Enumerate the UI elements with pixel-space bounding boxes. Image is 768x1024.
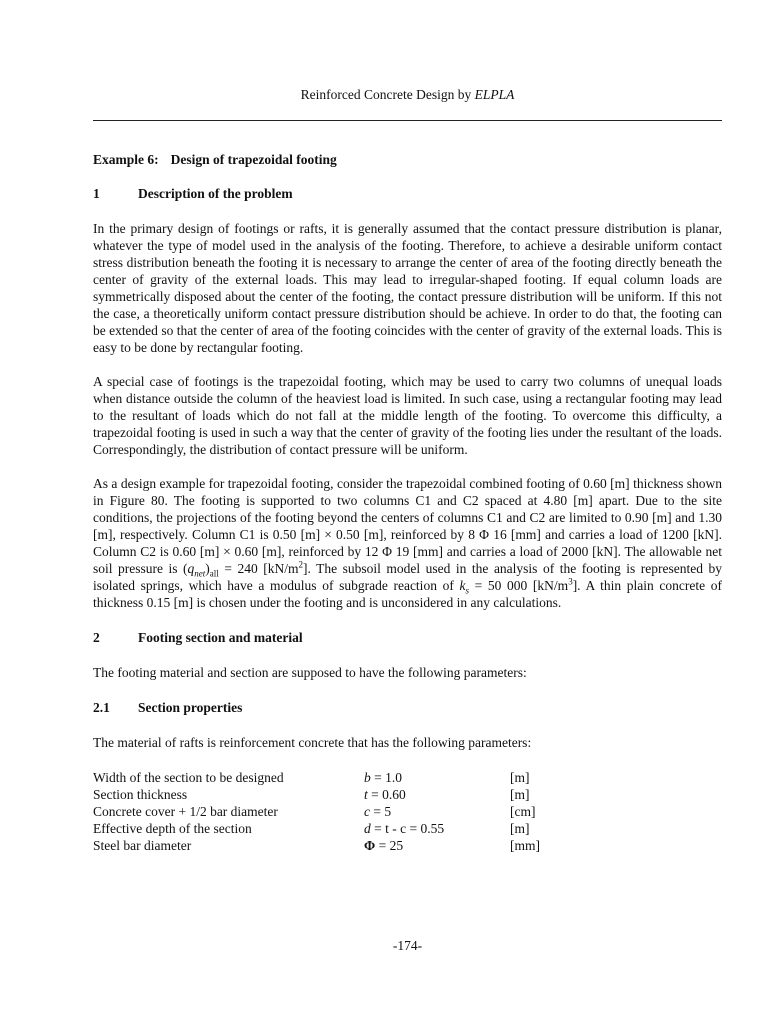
section-number: 1 bbox=[93, 186, 100, 201]
table-row: Effective depth of the section d = t - c = 0.55 [m] bbox=[93, 821, 530, 836]
example-heading bbox=[93, 151, 722, 168]
section-number: 2 bbox=[93, 630, 100, 645]
paragraph-example: As a design example for trapezoidal footing, consider the trapezoidal combined footing of 0.60 [m] thickness shown in Figure 80. The footing is supported to two columns C1 and C2 spaced at 4.80 [m] apart. Due to the site conditions, the projections of the footing beyond the centers of columns C1 and C2 are limited to 0.90 [m] and 1.30 [m], respectively. Column C1 is 0.50 [m] × 0.50 [m], reinforced by 8 Φ 16 [mm] and carries a load of 1200 [kN]. Column C2 is 0.60 [m] × 0.60 [m], reinforced by 12 Φ 19 [mm] and carries a load of 2000 [kN]. The allowable net soil pressure is $(q_{net})_{all} = 240$ $[kN/m^2]$. The subsoil model used in the analysis of the footing is represented by isolated springs, which have a modulus of subgrade reaction of $k_s = 50$ 000 $[kN/m^3]$. A thin plain concrete of thickness 0.15 [m] is chosen under the footing and is unconsidered in any calculations. bbox=[93, 476, 722, 610]
header-brand: ELPLA bbox=[474, 87, 515, 102]
table-row: Section thickness t = 0.60 [m] bbox=[93, 787, 530, 802]
page-number: -174- bbox=[392, 938, 423, 953]
running-header bbox=[93, 87, 722, 103]
section-number: 2.1 bbox=[93, 700, 110, 715]
header-rule bbox=[93, 120, 722, 121]
table-row: Steel bar diameter Φ = 25 [mm] bbox=[93, 838, 540, 853]
header-text: Reinforced Concrete Design by bbox=[300, 87, 475, 102]
table-row: Width of the section to be designed b = 1.0 [m] bbox=[93, 770, 530, 785]
paragraph-trapezoidal: A special case of footings is the trapezoidal footing, which may be used to carry two columns of unequal loads when distance outside the column of the heaviest load is limited. In such case, using a rectangular footing may lead to the resultant of loads which do not fall at the middle length of the footing. To overcome this difficulty, a trapezoidal footing is used in such a way that the center of gravity of the footing lies under the resultant of the loads. Correspondingly, the distribution of contact pressure will be uniform. bbox=[93, 374, 722, 457]
parameters-table bbox=[93, 769, 610, 854]
paragraph-material: The footing material and section are supposed to have the following parameters: bbox=[93, 665, 527, 680]
section-title: Description of the problem bbox=[138, 186, 293, 201]
example-label: Example 6: bbox=[93, 152, 159, 167]
paragraph-intro: In the primary design of footings or rafts, it is generally assumed that the contact pressure distribution is planar, whatever the type of model used in the analysis of the footing. Therefore, to achieve a desirable uniform contact stress distribution beneath the footing it is necessary to arrange the center of area of the footing directly beneath the center of gravity of the external loads. This may lead to irregular-shaped footing. If equal column loads are symmetrically disposed about the center of the footing, the contact pressure distribution will be uniform. If this not the case, a theoretically uniform contact pressure distribution should be achieve. In order to do that, the footing can be extended so that the center of area of the footing coincides with the center of gravity of the external loads. This is easy to be done by rectangular footing. bbox=[93, 221, 722, 355]
section-title: Section properties bbox=[138, 700, 243, 715]
table-row: Concrete cover + 1/2 bar diameter c = 5 [cm] bbox=[93, 804, 536, 819]
paragraph-section-properties: The material of rafts is reinforcement concrete that has the following parameters: bbox=[93, 735, 532, 750]
section-heading-1 bbox=[93, 185, 722, 202]
section-heading-2 bbox=[93, 629, 722, 646]
section-title: Footing section and material bbox=[138, 630, 303, 645]
document-body bbox=[93, 151, 722, 854]
section-heading-2-1 bbox=[93, 699, 722, 716]
example-title: Design of trapezoidal footing bbox=[170, 152, 337, 167]
